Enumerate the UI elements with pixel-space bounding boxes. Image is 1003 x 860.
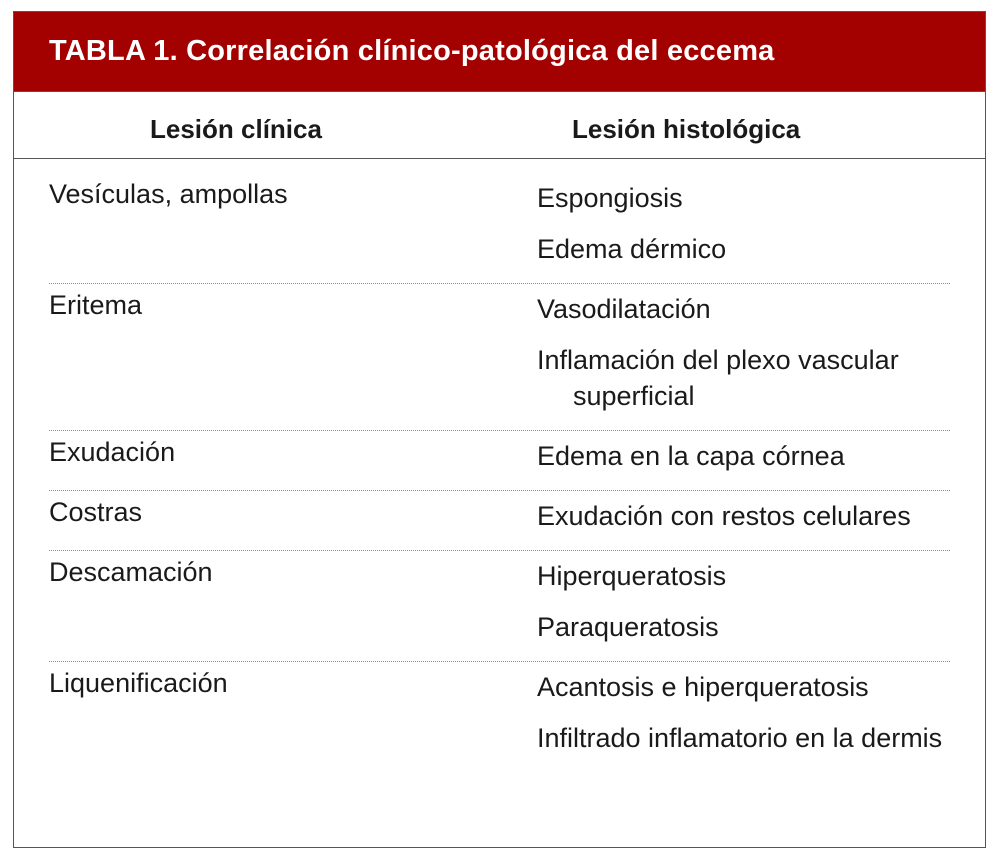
table-row <box>49 284 950 431</box>
table-row <box>49 431 950 491</box>
table-row <box>49 551 950 662</box>
histological-lesion-item: Inflamación del plexo vascular superficial <box>537 345 899 411</box>
table-header-row <box>14 92 985 159</box>
table-body <box>14 159 985 772</box>
clinical-lesion-cell: Costras <box>49 497 143 527</box>
histological-lesion-cell <box>537 551 950 653</box>
header-histological-lesion: Lesión histológica <box>572 114 801 144</box>
histological-lesion-item: Acantosis e hiperqueratosis <box>537 672 869 702</box>
table-title: TABLA 1. Correlación clínico-patológica del eccema <box>14 12 985 92</box>
histological-lesion-cell <box>537 284 950 422</box>
histological-lesion-item: Infiltrado inflamatorio en la dermis <box>537 723 943 753</box>
histological-lesion-item: Hiperqueratosis <box>537 561 727 591</box>
clinical-lesion-cell: Vesículas, ampollas <box>49 179 288 209</box>
histological-lesion-item: Exudación con restos celulares <box>537 501 911 531</box>
histological-lesion-item: Edema en la capa córnea <box>537 441 845 471</box>
histological-lesion-cell <box>537 662 950 764</box>
clinical-lesion-cell: Liquenificación <box>49 668 228 698</box>
histological-lesion-item: Vasodilatación <box>537 294 711 324</box>
histological-lesion-cell <box>537 431 950 482</box>
clinical-lesion-cell: Exudación <box>49 437 176 467</box>
correlation-table <box>13 11 986 848</box>
histological-lesion-item: Espongiosis <box>537 183 683 213</box>
table-row <box>49 662 950 772</box>
table-row <box>49 491 950 551</box>
histological-lesion-cell <box>537 173 950 275</box>
histological-lesion-item: Edema dérmico <box>537 234 727 264</box>
header-clinical-lesion: Lesión clínica <box>150 114 322 144</box>
clinical-lesion-cell: Descamación <box>49 557 213 587</box>
histological-lesion-item: Paraqueratosis <box>537 612 719 642</box>
histological-lesion-cell <box>537 491 950 542</box>
table-row <box>49 173 950 284</box>
clinical-lesion-cell: Eritema <box>49 290 143 320</box>
